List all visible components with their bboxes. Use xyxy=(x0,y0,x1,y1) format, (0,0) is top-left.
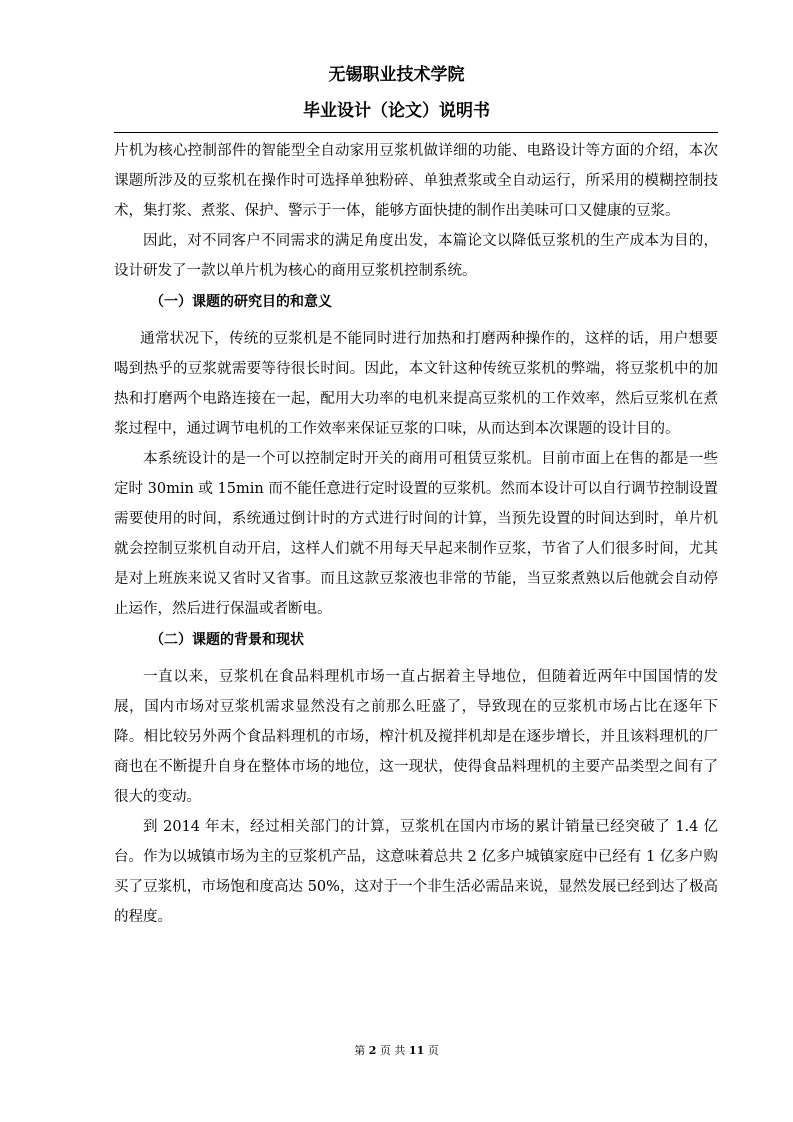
footer-prefix: 第 xyxy=(354,1044,366,1057)
paragraph-3: 通常状况下，传统的豆浆机是不能同时进行加热和打磨两种操作的，这样的话，用户想要喝到热乎的豆浆就需要等待很长时间。因此，本文针这种传统豆浆机的弊端，将豆浆机中的加热和打磨两个电路连接在一起，配用大功率的电机来提高豆浆机的工作效率，然后豆浆机在煮浆过程中，通过调节电机的工作效率来保证豆浆的口味，从而达到本次课题的设计目的。 xyxy=(114,331,718,437)
footer-page-number: 2 xyxy=(368,1044,377,1057)
paragraph-5: 一直以来，豆浆机在食品料理机市场一直占据着主导地位，但随着近两年中国国情的发展，国内市场对豆浆机需求显然没有之前那么旺盛了，导致现在的豆浆机市场占比在逐年下降。相比较另外两个食品料理机的市场，榨汁机及搅拌机却是在逐步增长，并且该料理机的厂商也在不断提升自身在整体市场的地位，这一现状，使得食品料理机的主要产品类型之间有了很大的变动。 xyxy=(114,669,718,805)
section-heading-2: （二）课题的背景和现状 xyxy=(150,632,304,648)
body-text xyxy=(114,136,718,932)
footer-total-pages: 11 xyxy=(408,1044,425,1057)
paragraph-1: 片机为核心控制部件的智能型全自动家用豆浆机做详细的功能、电路设计等方面的介绍，本次课题所涉及的豆浆机在操作时可选择单独粉碎、单独煮浆或全自动运行，所采用的模糊控制技术，集打浆、煮浆、保护、警示于一体，能够方面快捷的制作出美味可口又健康的豆浆。 xyxy=(114,143,718,219)
paragraph-2: 因此，对不同客户不同需求的满足角度出发，本篇论文以降低豆浆机的生产成本为目的，设计研发了一款以单片机为核心的商用豆浆机控制系统。 xyxy=(114,233,718,279)
paragraph-4: 本系统设计的是一个可以控制定时开关的商用可租赁豆浆机。目前市面上在售的都是一些定时 30min 或 15min 而不能任意进行定时设置的豆浆机。然而本设计可以自行调节控制设置需要使用的时间，系统通过倒计时的方式进行时间的计算，当预先设置的时间达到时，单片机就会控制豆浆机自动开启，这样人们就不用每天早起来制作豆浆，节省了人们很多时间，尤其是对上班族来说又省时又省事。而且这款豆浆液也非常的节能，当豆浆煮熟以后他就会自动停止运作，然后进行保温或者断电。 xyxy=(114,451,718,617)
institution-name: 无锡职业技术学院 xyxy=(328,65,465,85)
footer-mid: 页 共 xyxy=(379,1044,406,1057)
paragraph-6: 到 2014 年末，经过相关部门的计算，豆浆机在国内市场的累计销量已经突破了 1.4 亿台。作为以城镇市场为主的豆浆机产品，这意味着总共 2 亿多户城镇家庭中已经有 1 亿多户购买了豆浆机，市场饱和度高达 50%，这对于一个非生活必需品来说，显然发展已经到达了极高的程度。 xyxy=(114,819,718,925)
page-footer xyxy=(0,1042,793,1058)
footer-suffix: 页 xyxy=(427,1044,439,1057)
document-title: 毕业设计（论文）说明书 xyxy=(303,101,490,121)
section-heading-1: （一）课题的研究目的和意义 xyxy=(150,294,332,310)
header-rule xyxy=(114,132,718,133)
